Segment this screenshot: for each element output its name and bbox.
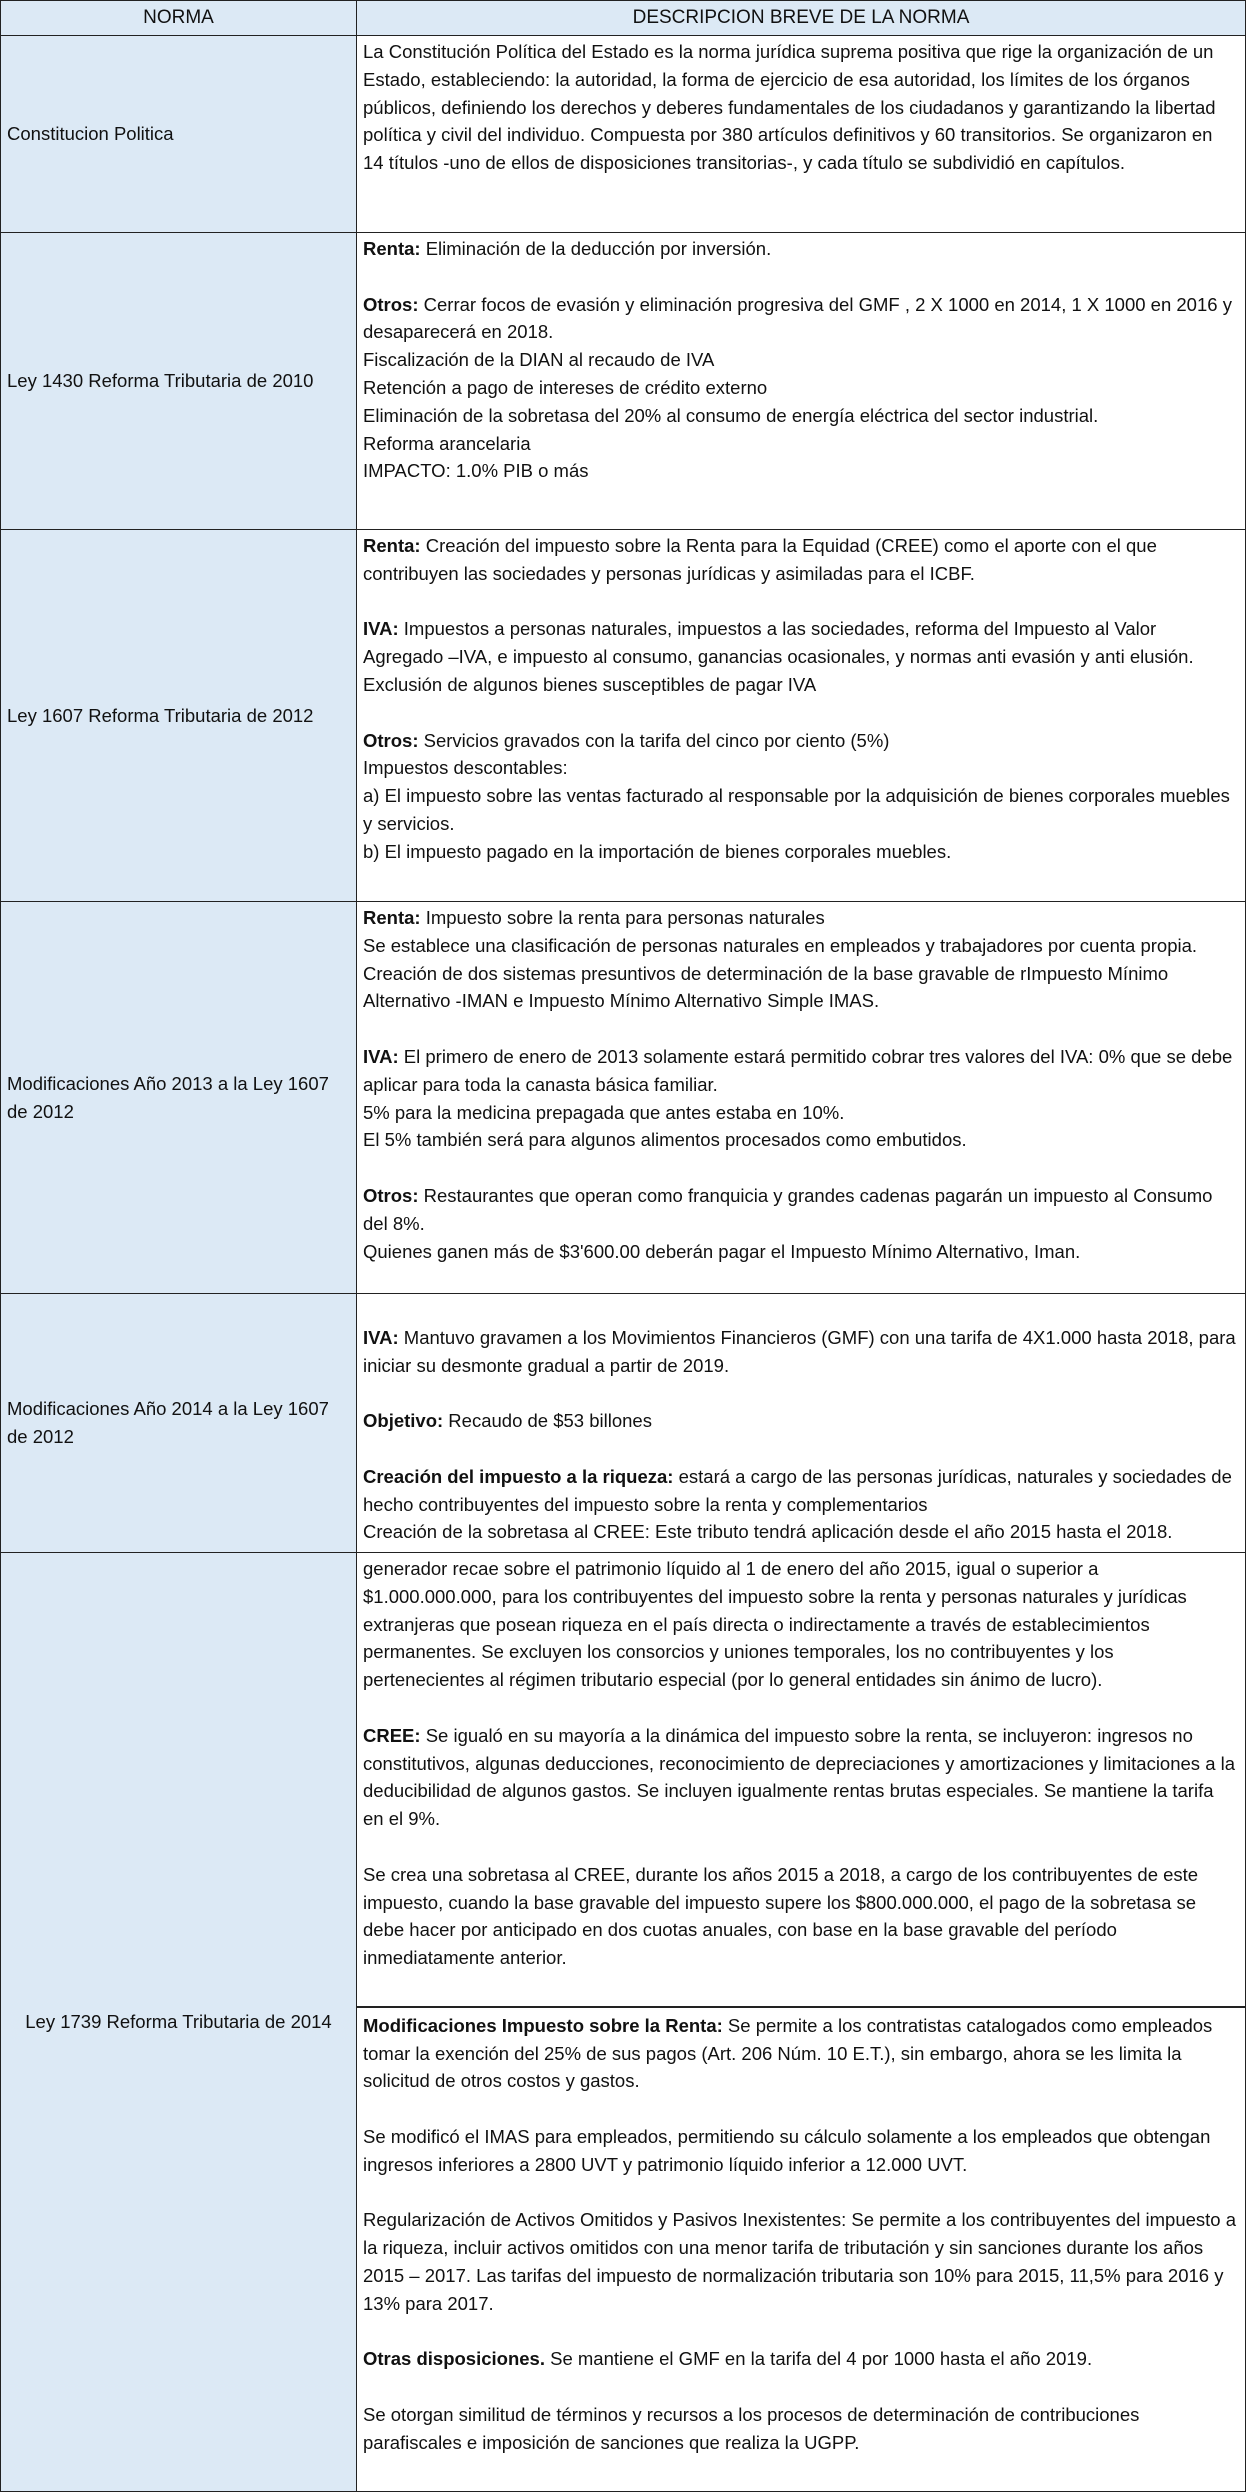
description-line [363, 1182, 1237, 1238]
description-cell [357, 530, 1246, 902]
description-line [363, 374, 1237, 402]
table-row [1, 1553, 1246, 2492]
description-line [363, 754, 1237, 782]
line-text: El 5% también será para algunos alimentos procesados como embutidos. [363, 1129, 967, 1151]
table-row [1, 36, 1246, 233]
line-text: La Constitución Política del Estado es la norma jurídica suprema positiva que rige la organización de un Estado, estableciendo: la autoridad, la forma de ejercicio de esa autoridad, los límites de los órganos públicos, definiendo los derechos y deberes fundamentales de los ciudadanos y garantizando la libertad política y civil del individuo. Compuesta por 380 artículos definitivos y 60 transitorios. Se organizaron en 14 títulos -uno de ellos de disposiciones transitorias-, y cada título se subdividió en capítulos. [363, 41, 1216, 174]
description-line [363, 2206, 1237, 2317]
blank-line [363, 2095, 1237, 2123]
line-text: Exclusión de algunos bienes susceptibles de pagar IVA [363, 673, 817, 695]
description-line [363, 2012, 1237, 2095]
norma-cell [1, 1553, 357, 2492]
blank-line [363, 699, 1237, 727]
blank-line [363, 1972, 1237, 2000]
norma-cell [1, 902, 357, 1294]
table-body [1, 36, 1246, 2492]
bold-lead: IVA: [363, 1045, 399, 1067]
norma-label: Ley 1430 Reforma Tributaria de 2010 [7, 370, 314, 391]
norma-cell [1, 1294, 357, 1553]
section-divider [357, 2006, 1245, 2008]
description-line [363, 1555, 1237, 1694]
bold-lead: Otras disposiciones. [363, 2348, 545, 2370]
line-text: Impuestos a personas naturales, impuestos a las sociedades, reforma del Impuesto al Valor Agregado –IVA, e impuesto al consumo, ganancias ocasionales, y normas anti evasión y anti elusión. [363, 618, 1194, 668]
bold-lead: CREE: [363, 1724, 421, 1746]
table-row [1, 233, 1246, 530]
table-row [1, 902, 1246, 1294]
description-line [363, 1238, 1237, 1266]
bold-lead: Renta: [363, 535, 421, 556]
blank-line [363, 263, 1237, 291]
line-text: Mantuvo gravamen a los Movimientos Financieros (GMF) con una tarifa de 4X1.000 hasta 2018, para iniciar su desmonte gradual a partir de 2019. [363, 1326, 1236, 1376]
blank-line [363, 1694, 1237, 1722]
description-line [363, 838, 1237, 866]
description-line [363, 1043, 1237, 1099]
line-text: Se crea una sobretasa al CREE, durante los años 2015 a 2018, a cargo de los contribuyentes de este impuesto, cuando la base gravable del impuesto supere los $800.000.000, el pago de la sobretasa se debe hacer por anticipado en dos cuotas anuales, con base en la base gravable del período inmediatamente anterior. [363, 1863, 1199, 1969]
bold-lead: Creación del impuesto a la riqueza: [363, 1465, 674, 1487]
description-line [363, 235, 1237, 263]
description-line [363, 430, 1237, 458]
header-descripcion: DESCRIPCION BREVE DE LA NORMA [357, 1, 1246, 36]
bold-lead: Otros: [363, 293, 419, 315]
line-text: Se permite a los contratistas catalogados como empleados tomar la exención del 25% de sus pagos (Art. 206 Núm. 10 E.T.), sin embargo, ahora se les limita la solicitud de otros costos y gastos. [363, 2014, 1213, 2092]
bold-lead: Modificaciones Impuesto sobre la Renta: [363, 2014, 723, 2036]
header-norma: NORMA [1, 1, 357, 36]
blank-line [363, 1435, 1237, 1463]
bold-lead: Objetivo: [363, 1410, 444, 1432]
norma-label: Modificaciones Año 2014 a la Ley 1607 de 2012 [7, 1398, 329, 1447]
blank-line [363, 2373, 1237, 2401]
line-text: Creación de dos sistemas presuntivos de determinación de la base gravable de rImpuesto Mínimo Alternativo -IMAN e Impuesto Mínimo Alternativo Simple IMAS. [363, 962, 1169, 1012]
bold-lead: Otros: [363, 729, 419, 751]
description-line [363, 38, 1237, 177]
blank-line [363, 1379, 1237, 1407]
line-text: estará a cargo de las personas jurídicas, naturales y sociedades de hecho contribuyentes del impuesto sobre la renta y complementarios [363, 1465, 1232, 1515]
line-text: Se igualó en su mayoría a la dinámica del impuesto sobre la renta, se incluyeron: ingresos no constitutivos, algunas deducciones, reconocimiento de depreciaciones y amortizaciones y limitaciones a la deducibilidad de algunos gastos. Se incluyen igualmente rentas brutas especiales. Se mantiene la tarifa en el 9%. [363, 1724, 1236, 1830]
line-text: Servicios gravados con la tarifa del cinco por ciento (5%) [418, 729, 890, 751]
description-line [363, 904, 1237, 932]
norma-label: Modificaciones Año 2013 a la Ley 1607 de 2012 [7, 1072, 329, 1122]
line-text: Impuestos descontables: [363, 757, 568, 779]
blank-line [363, 2179, 1237, 2207]
line-text: b) El impuesto pagado en la importación de bienes corporales muebles. [363, 840, 952, 862]
description-line [363, 615, 1237, 671]
bold-lead: IVA: [363, 1326, 399, 1348]
description-line [363, 960, 1237, 1016]
line-text: Recaudo de $53 billones [443, 1410, 652, 1432]
blank-line [363, 1833, 1237, 1861]
description-line [363, 782, 1237, 838]
line-text: 5% para la medicina prepagada que antes estaba en 10%. [363, 1101, 845, 1123]
line-text: Se otorgan similitud de términos y recursos a los procesos de determinación de contribuciones parafiscales e imposición de sanciones que realiza la UGPP. [363, 2403, 1140, 2453]
line-text: El primero de enero de 2013 solamente estará permitido cobrar tres valores del IVA: 0% que se debe aplicar para toda la canasta básica familiar. [363, 1045, 1233, 1095]
line-text: generador recae sobre el patrimonio líquido al 1 de enero del año 2015, igual o superior a $1.000.000.000, para los contribuyentes del impuesto sobre la renta y personas naturales y jurídicas extranjeras que posean riqueza en el país directa o indirectamente a través de establecimientos permanentes. Se excluyen los consorcios y uniones temporales, los no contribuyentes y los pertenecientes al régimen tributario especial (por lo general entidades sin ánimo de lucro). [363, 1558, 1187, 1691]
blank-line [363, 2318, 1237, 2346]
description-line [363, 2345, 1237, 2373]
description-line [363, 532, 1237, 588]
line-text: Cerrar focos de evasión y eliminación progresiva del GMF , 2 X 1000 en 2014, 1 X 1000 en 2016 y desaparecerá en 2018. [363, 293, 1232, 343]
description-line [363, 1463, 1237, 1519]
line-text: Restaurantes que operan como franquicia y grandes cadenas pagarán un impuesto al Consumo del 8%. [363, 1184, 1213, 1234]
bold-lead: Renta: [363, 238, 421, 259]
description-cell [357, 233, 1246, 530]
description-line [363, 1518, 1237, 1546]
description-line [363, 457, 1237, 485]
description-line [363, 1722, 1237, 1833]
description-line [363, 291, 1237, 347]
norma-label: Ley 1739 Reforma Tributaria de 2014 [25, 2011, 332, 2032]
line-text: Eliminación de la sobretasa del 20% al consumo de energía eléctrica del sector industrial. [363, 404, 1099, 426]
description-cell [357, 36, 1246, 233]
bold-lead: Renta: [363, 907, 421, 928]
norma-cell [1, 233, 357, 530]
line-text: IMPACTO: 1.0% PIB o más [363, 460, 589, 482]
description-line [363, 1407, 1237, 1435]
norma-label: Constitucion Politica [7, 123, 174, 144]
bold-lead: IVA: [363, 618, 399, 640]
description-line [363, 727, 1237, 755]
description-line [363, 932, 1237, 960]
line-text: Eliminación de la deducción por inversión. [420, 238, 772, 259]
description-line [363, 2401, 1237, 2457]
norma-label: Ley 1607 Reforma Tributaria de 2012 [7, 704, 314, 726]
norma-cell [1, 530, 357, 902]
description-line [363, 1861, 1237, 1972]
description-line [363, 402, 1237, 430]
blank-line [363, 588, 1237, 616]
table-row [1, 530, 1246, 902]
description-line [363, 1099, 1237, 1127]
description-cell [357, 1553, 1246, 2492]
line-text: Fiscalización de la DIAN al recaudo de IVA [363, 349, 715, 371]
line-text: Reforma arancelaria [363, 432, 531, 454]
blank-line [363, 1015, 1237, 1043]
bold-lead: Otros: [363, 1184, 419, 1206]
line-text: Retención a pago de intereses de crédito externo [363, 376, 768, 398]
norma-cell [1, 36, 357, 233]
line-text: Regularización de Activos Omitidos y Pasivos Inexistentes: Se permite a los contribuyentes del impuesto a la riqueza, incluir activos omitidos con una menor tarifa de tributación y sin sanciones durante los años 2015 – 2017. Las tarifas del impuesto de normalización tributaria son 10% para 2015, 11,5% para 2016 y 13% para 2017. [363, 2209, 1237, 2314]
description-line [363, 671, 1237, 699]
line-text: Se mantiene el GMF en la tarifa del 4 por 1000 hasta el año 2019. [544, 2348, 1093, 2370]
blank-line [363, 1296, 1237, 1324]
line-text: Se establece una clasificación de personas naturales en empleados y trabajadores por cuenta propia. [363, 934, 1198, 956]
description-cell [357, 902, 1246, 1294]
line-text: Se modificó el IMAS para empleados, permitiendo su cálculo solamente a los empleados que obtengan ingresos inferiores a 2800 UVT y patrimonio líquido inferior a 12.000 UVT. [363, 2125, 1211, 2175]
description-line [363, 1126, 1237, 1154]
line-text: Quienes ganen más de $3'600.00 deberán pagar el Impuesto Mínimo Alternativo, Iman. [363, 1240, 1081, 1262]
line-text: Creación de la sobretasa al CREE: Este tributo tendrá aplicación desde el año 2015 hasta el 2018. [363, 1521, 1173, 1543]
header-row [1, 1, 1246, 36]
table-row [1, 1294, 1246, 1553]
description-line [363, 2123, 1237, 2179]
description-line [363, 346, 1237, 374]
blank-line [363, 1154, 1237, 1182]
line-text: a) El impuesto sobre las ventas facturado al responsable por la adquisición de bienes corporales muebles y servicios. [363, 785, 1230, 834]
line-text: Creación del impuesto sobre la Renta para la Equidad (CREE) como el aporte con el que contribuyen las sociedades y personas jurídicas y asimiladas para el ICBF. [363, 535, 1157, 584]
description-line [363, 1324, 1237, 1380]
line-text: Impuesto sobre la renta para personas naturales [420, 907, 825, 928]
description-cell [357, 1294, 1246, 1553]
